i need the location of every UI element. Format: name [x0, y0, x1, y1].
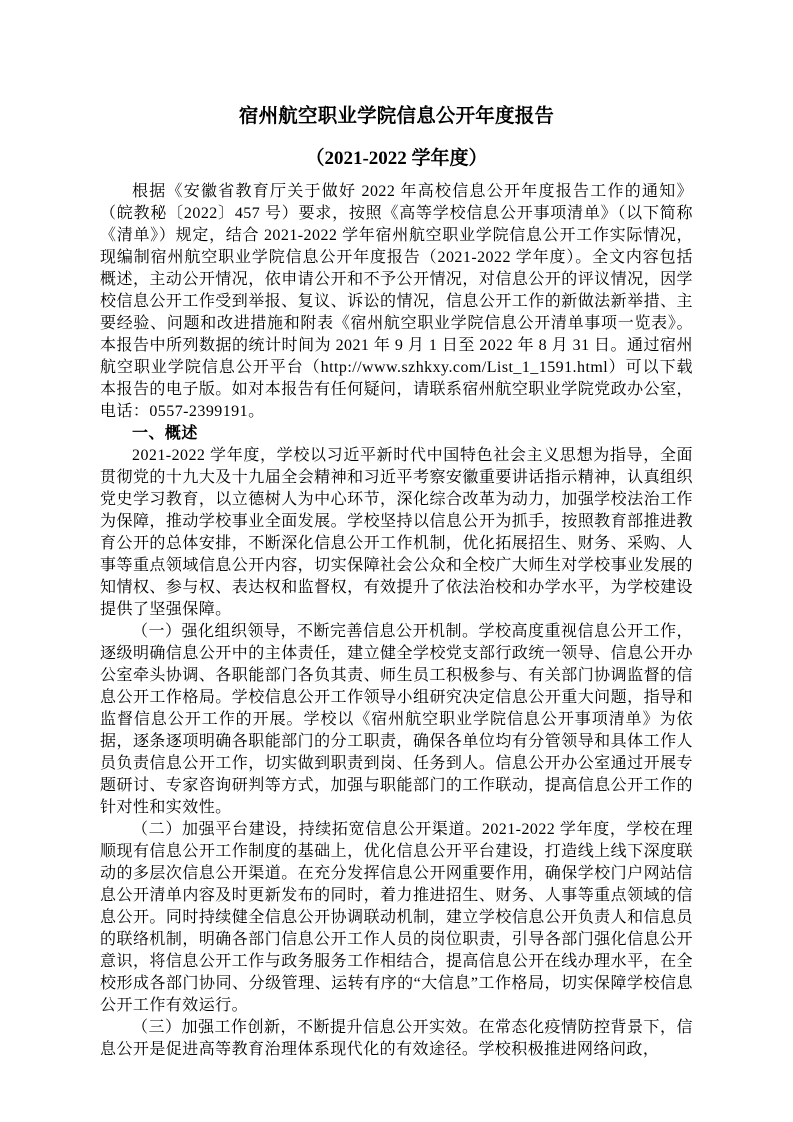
document-body: [100, 181, 693, 1061]
overview-paragraph-2: （一）强化组织领导，不断完善信息公开机制。学校高度重视信息公开工作，逐级明确信息公开中的主体责任，建立健全学校党支部行政统一领导、信息公开办公室牵头协调、各职能部门各负其责、师生员工积极参与、有关部门协调监督的信息公开工作格局。学校信息公开工作领导小组研究决定信息公开重大问题，指导和监督信息公开工作的开展。学校以《宿州航空职业学院信息公开事项清单》为依据，逐条逐项明确各职能部门的分工职责，确保各单位均有分管领导和具体工作人员负责信息公开工作，切实做到职责到岗、任务到人。信息公开办公室通过开展专题研讨、专家咨询研判等方式，加强与职能部门的工作联动，提高信息公开工作的针对性和实效性。: [100, 623, 693, 816]
document-title: 宿州航空职业学院信息公开年度报告: [238, 106, 555, 127]
overview-paragraph-3: （二）加强平台建设，持续拓宽信息公开渠道。2021-2022 学年度，学校在理顺现有信息公开工作制度的基础上，优化信息公开平台建设，打造线上线下深度联动的多层次信息公开渠道。在充分发挥信息公开网重要作用，确保学校门户网站信息公开清单内容及时更新发布的同时，着力推进招生、财务、人事等重点领域的信息公开。同时持续健全信息公开协调联动机制，建立学校信息公开负责人和信息员的联络机制，明确各部门信息公开工作人员的岗位职责，引导各部门强化信息公开意识，将信息公开工作与政务服务工作相结合，提高信息公开在线办理水平，在全校形成各部门协同、分级管理、运转有序的“大信息”工作格局，切实保障学校信息公开工作有效运行。: [100, 821, 693, 1014]
intro-paragraph: 根据《安徽省教育厅关于做好 2022 年高校信息公开年度报告工作的通知》（皖教秘〔2022〕457 号）要求，按照《高等学校信息公开事项清单》（以下简称《清单》）规定，结合 2021-2022 学年宿州航空职业学院信息公开工作实际情况，现编制宿州航空职业学院信息公开年度报告（2021-2022 学年度）。全文内容包括概述，主动公开情况，依申请公开和不予公开情况，对信息公开的评议情况，因学校信息公开工作受到举报、复议、诉讼的情况，信息公开工作的新做法新举措、主要经验、问题和改进措施和附表《宿州航空职业学院信息公开清单事项一览表》。本报告中所列数据的统计时间为 2021 年 9 月 1 日至 2022 年 8 月 31 日。通过宿州航空职业学院信息公开平台（http://www.szhkxy.com/List_1_1591.html）可以下载本报告的电子版。如对本报告有任何疑问，请联系宿州航空职业学院党政办公室，电话：0557-2399191。: [100, 183, 693, 420]
document-content: [100, 0, 693, 1061]
overview-paragraph-4: （三）加强工作创新，不断提升信息公开实效。在常态化疫情防控背景下，信息公开是促进高等教育治理体系现代化的有效途径。学校积极推进网络问政，: [100, 1019, 693, 1058]
document-subtitle: （2021-2022 学年度）: [305, 148, 488, 169]
section-heading-overview: 一、概述: [132, 425, 198, 442]
overview-paragraph-1: 2021-2022 学年度，学校以习近平新时代中国特色社会主义思想为指导，全面贯彻党的十九大及十九届全会精神和习近平考察安徽重要讲话指示精神，认真组织党史学习教育，以立德树人为中心环节，深化综合改革为动力，加强学校法治工作为保障，推动学校事业全面发展。学校坚持以信息公开为抓手，按照教育部推进教育公开的总体安排，不断深化信息公开工作机制，优化拓展招生、财务、采购、人事等重点领域信息公开内容，切实保障社会公众和全校广大师生对学校事业发展的知情权、参与权、表达权和监督权，有效提升了依法治校和办学水平，为学校建设提供了坚强保障。: [100, 447, 693, 618]
